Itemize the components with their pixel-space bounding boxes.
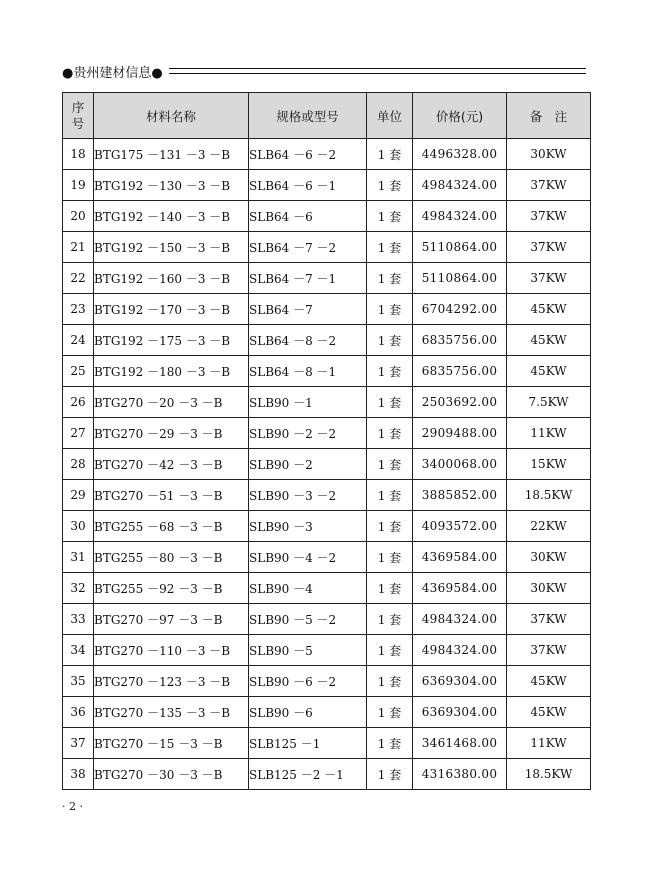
page-header [62, 61, 586, 81]
cell-price: 3400068.00 [413, 449, 507, 480]
header-spec: 规格或型号 [249, 93, 367, 139]
header-price: 价格(元) [413, 93, 507, 139]
cell-no: 25 [63, 356, 94, 387]
cell-unit: 1 套 [367, 573, 413, 604]
cell-note: 11KW [507, 418, 591, 449]
cell-unit: 1 套 [367, 232, 413, 263]
cell-no: 18 [63, 139, 94, 170]
cell-note: 22KW [507, 511, 591, 542]
cell-spec: SLB90 －3 [249, 511, 367, 542]
cell-name: BTG270 －97 －3 －B [94, 604, 249, 635]
cell-spec: SLB90 －5 －2 [249, 604, 367, 635]
cell-price: 3885852.00 [413, 480, 507, 511]
cell-spec: SLB64 －7 －2 [249, 232, 367, 263]
cell-unit: 1 套 [367, 449, 413, 480]
cell-note: 37KW [507, 232, 591, 263]
cell-price: 4984324.00 [413, 604, 507, 635]
cell-price: 4496328.00 [413, 139, 507, 170]
table-row [63, 201, 591, 232]
table-header-row [63, 93, 591, 139]
cell-note: 37KW [507, 604, 591, 635]
cell-unit: 1 套 [367, 294, 413, 325]
cell-note: 37KW [507, 170, 591, 201]
cell-spec: SLB90 －1 [249, 387, 367, 418]
cell-no: 31 [63, 542, 94, 573]
header-unit: 单位 [367, 93, 413, 139]
cell-name: BTG270 －20 －3 －B [94, 387, 249, 418]
cell-price: 6835756.00 [413, 356, 507, 387]
cell-name: BTG270 －110 －3 －B [94, 635, 249, 666]
cell-unit: 1 套 [367, 759, 413, 790]
cell-no: 34 [63, 635, 94, 666]
table-row [63, 759, 591, 790]
cell-no: 30 [63, 511, 94, 542]
cell-spec: SLB90 －6 －2 [249, 666, 367, 697]
cell-price: 2909488.00 [413, 418, 507, 449]
header-no-line1: 序 [71, 99, 85, 115]
cell-note: 37KW [507, 263, 591, 294]
cell-spec: SLB125 －2 －1 [249, 759, 367, 790]
table-body [63, 139, 591, 790]
cell-spec: SLB90 －2 －2 [249, 418, 367, 449]
cell-spec: SLB64 －6 －1 [249, 170, 367, 201]
cell-name: BTG270 －135 －3 －B [94, 697, 249, 728]
cell-name: BTG192 －175 －3 －B [94, 325, 249, 356]
cell-no: 19 [63, 170, 94, 201]
cell-note: 30KW [507, 573, 591, 604]
cell-note: 30KW [507, 542, 591, 573]
cell-note: 37KW [507, 201, 591, 232]
cell-name: BTG192 －180 －3 －B [94, 356, 249, 387]
table-row [63, 449, 591, 480]
cell-no: 28 [63, 449, 94, 480]
cell-note: 45KW [507, 697, 591, 728]
header-name: 材料名称 [94, 93, 249, 139]
cell-note: 30KW [507, 139, 591, 170]
cell-spec: SLB125 －1 [249, 728, 367, 759]
cell-price: 5110864.00 [413, 263, 507, 294]
cell-name: BTG255 －68 －3 －B [94, 511, 249, 542]
cell-name: BTG270 －42 －3 －B [94, 449, 249, 480]
cell-price: 4984324.00 [413, 635, 507, 666]
table-row [63, 511, 591, 542]
cell-note: 11KW [507, 728, 591, 759]
cell-unit: 1 套 [367, 697, 413, 728]
cell-unit: 1 套 [367, 635, 413, 666]
cell-no: 35 [63, 666, 94, 697]
cell-unit: 1 套 [367, 511, 413, 542]
cell-no: 26 [63, 387, 94, 418]
cell-unit: 1 套 [367, 542, 413, 573]
cell-note: 37KW [507, 635, 591, 666]
cell-spec: SLB90 －6 [249, 697, 367, 728]
table-row [63, 697, 591, 728]
cell-spec: SLB90 －3 －2 [249, 480, 367, 511]
cell-spec: SLB64 －6 －2 [249, 139, 367, 170]
cell-price: 5110864.00 [413, 232, 507, 263]
cell-no: 36 [63, 697, 94, 728]
table-row [63, 170, 591, 201]
cell-spec: SLB64 －8 －1 [249, 356, 367, 387]
cell-no: 22 [63, 263, 94, 294]
cell-note: 15KW [507, 449, 591, 480]
cell-price: 6369304.00 [413, 666, 507, 697]
cell-no: 33 [63, 604, 94, 635]
cell-no: 37 [63, 728, 94, 759]
table-row [63, 139, 591, 170]
header-title: ●贵州建材信息● [62, 65, 163, 81]
cell-no: 38 [63, 759, 94, 790]
cell-price: 6704292.00 [413, 294, 507, 325]
table-row [63, 263, 591, 294]
cell-unit: 1 套 [367, 263, 413, 294]
cell-unit: 1 套 [367, 666, 413, 697]
cell-price: 4316380.00 [413, 759, 507, 790]
cell-price: 4093572.00 [413, 511, 507, 542]
cell-price: 4369584.00 [413, 573, 507, 604]
table-row [63, 387, 591, 418]
cell-unit: 1 套 [367, 356, 413, 387]
cell-price: 4984324.00 [413, 201, 507, 232]
page-number: · 2 · [62, 800, 83, 813]
cell-name: BTG270 －123 －3 －B [94, 666, 249, 697]
cell-unit: 1 套 [367, 170, 413, 201]
cell-name: BTG270 －29 －3 －B [94, 418, 249, 449]
cell-name: BTG270 －30 －3 －B [94, 759, 249, 790]
cell-name: BTG192 －130 －3 －B [94, 170, 249, 201]
table-row [63, 325, 591, 356]
cell-name: BTG255 －80 －3 －B [94, 542, 249, 573]
cell-note: 7.5KW [507, 387, 591, 418]
cell-name: BTG192 －150 －3 －B [94, 232, 249, 263]
cell-price: 4369584.00 [413, 542, 507, 573]
cell-note: 45KW [507, 666, 591, 697]
cell-spec: SLB64 －7 －1 [249, 263, 367, 294]
header-no [63, 93, 94, 139]
table-row [63, 480, 591, 511]
cell-spec: SLB90 －5 [249, 635, 367, 666]
cell-no: 29 [63, 480, 94, 511]
table-row [63, 542, 591, 573]
cell-price: 4984324.00 [413, 170, 507, 201]
cell-name: BTG192 －160 －3 －B [94, 263, 249, 294]
cell-spec: SLB64 －6 [249, 201, 367, 232]
cell-no: 32 [63, 573, 94, 604]
cell-unit: 1 套 [367, 387, 413, 418]
cell-unit: 1 套 [367, 139, 413, 170]
table-row [63, 356, 591, 387]
cell-price: 3461468.00 [413, 728, 507, 759]
table-row [63, 418, 591, 449]
cell-spec: SLB90 －4 [249, 573, 367, 604]
cell-name: BTG192 －170 －3 －B [94, 294, 249, 325]
table-row [63, 573, 591, 604]
cell-note: 45KW [507, 294, 591, 325]
cell-price: 6835756.00 [413, 325, 507, 356]
cell-note: 45KW [507, 325, 591, 356]
header-double-rule [169, 68, 586, 74]
cell-unit: 1 套 [367, 480, 413, 511]
table-row [63, 728, 591, 759]
cell-note: 45KW [507, 356, 591, 387]
cell-name: BTG270 －15 －3 －B [94, 728, 249, 759]
table-row [63, 666, 591, 697]
cell-name: BTG255 －92 －3 －B [94, 573, 249, 604]
cell-spec: SLB64 －7 [249, 294, 367, 325]
cell-unit: 1 套 [367, 728, 413, 759]
table-row [63, 604, 591, 635]
cell-note: 18.5KW [507, 759, 591, 790]
cell-name: BTG175 －131 －3 －B [94, 139, 249, 170]
cell-name: BTG270 －51 －3 －B [94, 480, 249, 511]
cell-note: 18.5KW [507, 480, 591, 511]
header-note: 备 注 [507, 93, 591, 139]
price-table [62, 92, 591, 790]
cell-spec: SLB64 －8 －2 [249, 325, 367, 356]
table-row [63, 294, 591, 325]
table-row [63, 232, 591, 263]
cell-price: 2503692.00 [413, 387, 507, 418]
cell-spec: SLB90 －2 [249, 449, 367, 480]
table-row [63, 635, 591, 666]
cell-no: 23 [63, 294, 94, 325]
cell-name: BTG192 －140 －3 －B [94, 201, 249, 232]
cell-unit: 1 套 [367, 418, 413, 449]
cell-no: 24 [63, 325, 94, 356]
cell-no: 27 [63, 418, 94, 449]
cell-no: 21 [63, 232, 94, 263]
cell-unit: 1 套 [367, 201, 413, 232]
cell-unit: 1 套 [367, 325, 413, 356]
cell-unit: 1 套 [367, 604, 413, 635]
cell-no: 20 [63, 201, 94, 232]
cell-price: 6369304.00 [413, 697, 507, 728]
header-no-line2: 号 [71, 115, 85, 131]
cell-spec: SLB90 －4 －2 [249, 542, 367, 573]
